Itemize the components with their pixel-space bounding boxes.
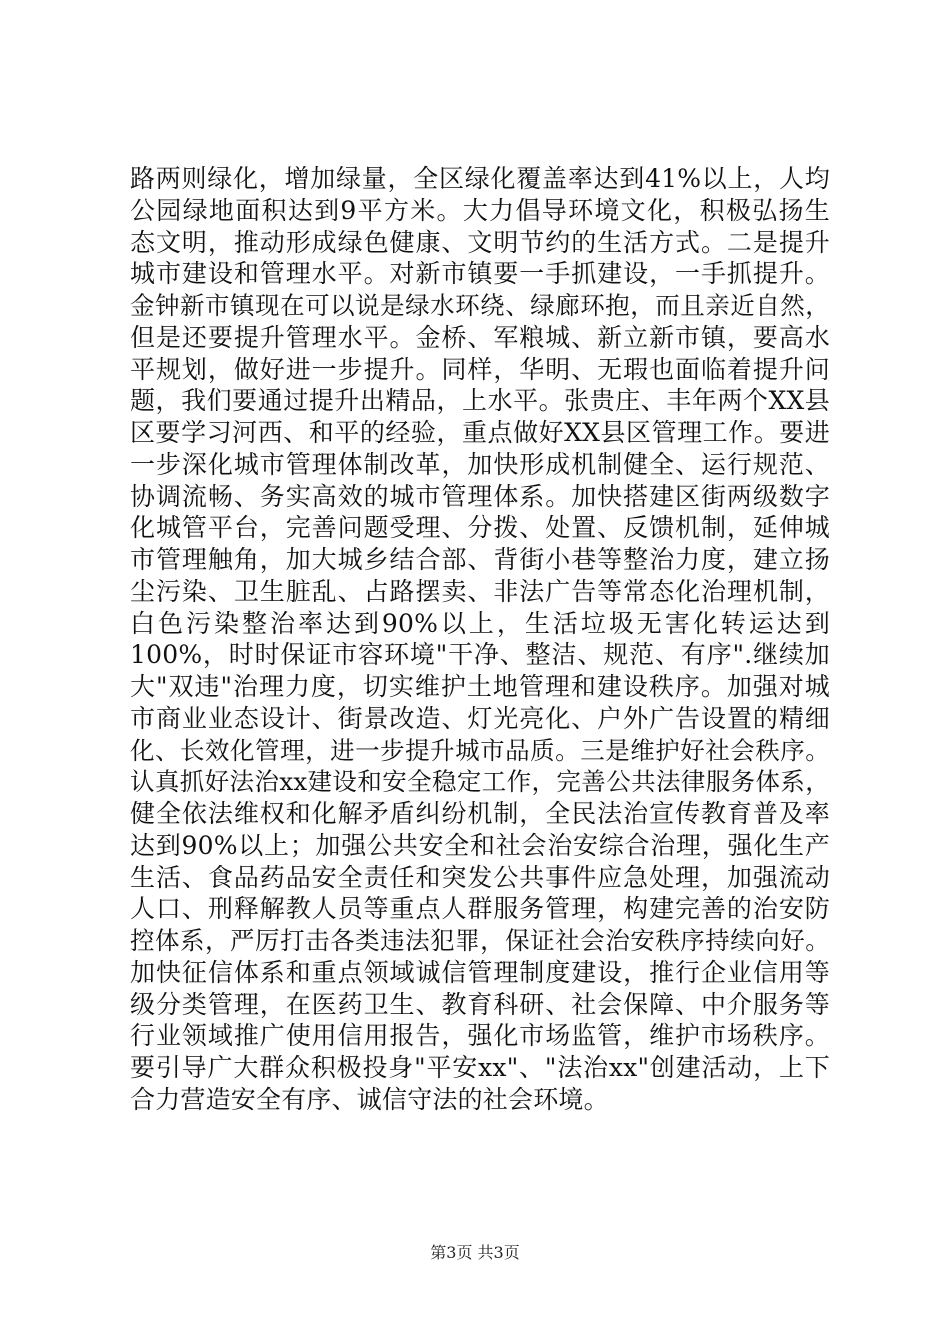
text-line: 市管理触角，加大城乡结合部、背街小巷等整治力度，建立扬 — [130, 545, 830, 574]
text-line: 化城管平台，完善问题受理、分拨、处置、反馈机制，延伸城 — [130, 513, 830, 543]
body-text — [130, 163, 830, 1116]
text-line: 加快征信体系和重点领域诚信管理制度建设，推行企业信用等 — [130, 957, 830, 987]
text-line: 要引导广大群众积极投身"平安xx"、"法治xx"创建活动，上下 — [130, 1053, 830, 1082]
text-line: 生活、食品药品安全责任和突发公共事件应急处理，加强流动 — [130, 862, 830, 892]
text-line: 控体系，严厉打击各类违法犯罪，保证社会治安秩序持续向好。 — [130, 926, 830, 955]
text-line: 态文明，推动形成绿色健康、文明节约的生活方式。二是提升 — [130, 227, 830, 257]
text-line: 协调流畅、务实高效的城市管理体系。加快搭建区街两级数字 — [130, 481, 830, 511]
text-line: 城市建设和管理水平。对新市镇要一手抓建设，一手抓提升。 — [130, 259, 830, 289]
text-line: 题，我们要通过提升出精品，上水平。张贵庄、丰年两个XX县 — [130, 386, 830, 416]
text-line: 合力营造安全有序、诚信守法的社会环境。 — [130, 1084, 609, 1114]
text-line: 人口、刑释解教人员等重点人群服务管理，构建完善的治安防 — [130, 894, 830, 924]
text-line: 一步深化城市管理体制改革，加快形成机制健全、运行规范、 — [130, 449, 830, 479]
text-line: 认真抓好法治xx建设和安全稳定工作，完善公共法律服务体系， — [130, 767, 830, 797]
text-line: 行业领域推广使用信用报告，强化市场监管，维护市场秩序。 — [130, 1021, 830, 1051]
text-line: 级分类管理，在医药卫生、教育科研、社会保障、中介服务等 — [130, 989, 830, 1019]
text-line: 达到90%以上；加强公共安全和社会治安综合治理，强化生产 — [130, 830, 830, 860]
text-line: 公园绿地面积达到9平方米。大力倡导环境文化，积极弘扬生 — [130, 195, 830, 225]
text-line: 但是还要提升管理水平。金桥、军粮城、新立新市镇，要高水 — [130, 322, 830, 352]
text-line: 健全依法维权和化解矛盾纠纷机制，全民法治宣传教育普及率 — [130, 799, 830, 828]
page-footer: 第3页 共3页 — [430, 1243, 520, 1262]
text-line: 大"双违"治理力度，切实维护土地管理和建设秩序。加强对城 — [130, 672, 830, 701]
text-line: 平规划，做好进一步提升。同样，华明、无瑕也面临着提升问 — [130, 354, 830, 384]
text-line: 金钟新市镇现在可以说是绿水环绕、绿廊环抱，而且亲近自然， — [130, 291, 830, 320]
text-line: 区要学习河西、和平的经验，重点做好XX县区管理工作。要进 — [130, 418, 830, 447]
text-line: 尘污染、卫生脏乱、占路摆卖、非法广告等常态化治理机制， — [130, 576, 830, 606]
text-line: 化、长效化管理，进一步提升城市品质。三是维护好社会秩序。 — [130, 735, 830, 765]
text-line: 路两则绿化，增加绿量，全区绿化覆盖率达到41%以上，人均 — [130, 164, 830, 193]
text-line: 白色污染整治率达到90%以上，生活垃圾无害化转运达到 — [130, 608, 830, 638]
text-line: 市商业业态设计、街景改造、灯光亮化、户外广告设置的精细 — [130, 703, 830, 733]
text-line: 100%，时时保证市容环境"干净、整洁、规范、有序".继续加 — [130, 640, 830, 670]
